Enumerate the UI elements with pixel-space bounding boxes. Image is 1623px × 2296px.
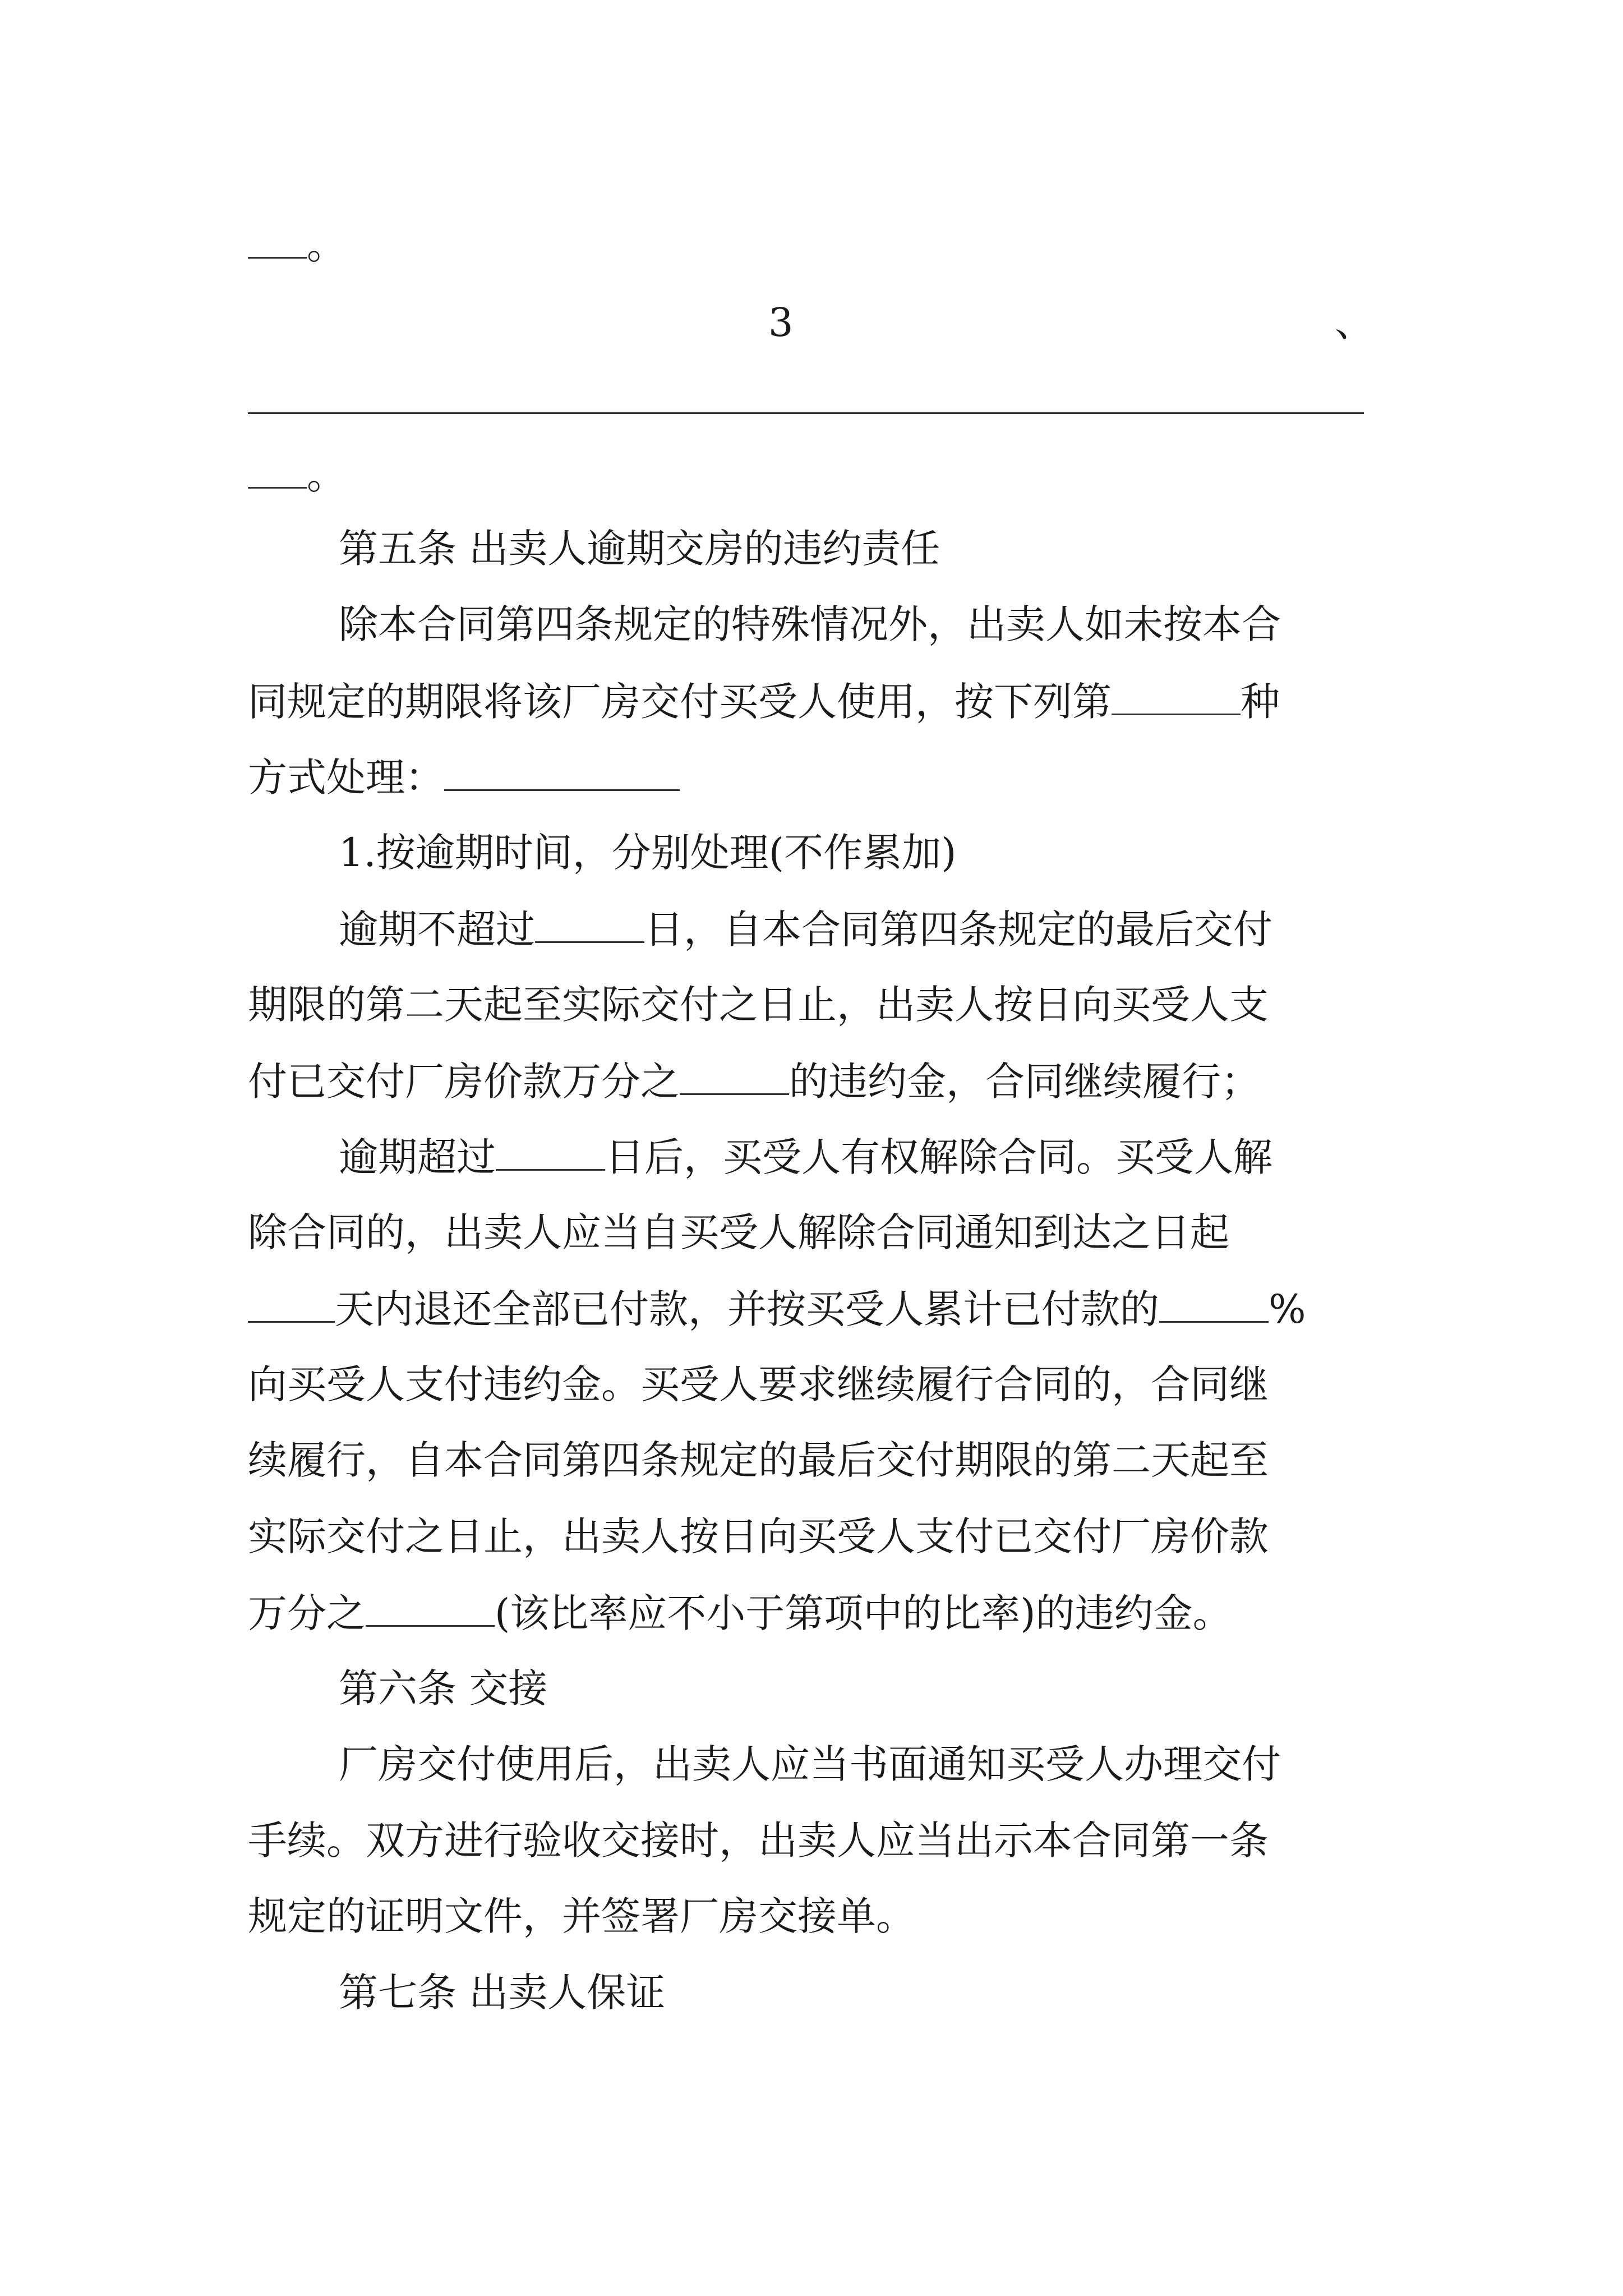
article-5-title: 第五条 出卖人逾期交房的违约责任 [339, 526, 940, 572]
end-mark: 。 [307, 452, 346, 498]
text-segment: 付已交付厂房价款万分之 [248, 1059, 680, 1105]
paragraph-line: 手续。双方进行验收交接时，出卖人应当出示本合同第一条 [248, 1818, 1269, 1864]
paragraph-line [248, 1286, 1306, 1332]
text-segment: (该比率应不小于第项中的比率)的违约金。 [495, 1590, 1232, 1636]
paragraph-line: 规定的证明文件，并签署厂房交接单。 [248, 1893, 915, 1939]
blank-field [1112, 681, 1241, 715]
blank-field [248, 454, 307, 489]
blank-field [535, 909, 644, 943]
paragraph-line: 除合同的，出卖人应当自买受人解除合同通知到达之日起 [248, 1209, 1229, 1255]
fragment-line-2 [248, 452, 346, 498]
text-segment: 万分之 [248, 1590, 366, 1636]
blank-field [444, 757, 680, 791]
fragment-line-1 [248, 222, 346, 268]
text-segment: 逾期超过 [339, 1134, 496, 1180]
paragraph-line: 除本合同第四条规定的特殊情况外，出卖人如未按本合 [339, 601, 1281, 647]
paragraph-line [339, 907, 1272, 953]
blank-field [366, 1593, 495, 1627]
paragraph-line: 期限的第二天起至实际交付之日止，出卖人按日向买受人支 [248, 982, 1269, 1028]
text-segment: 日后，买受人有权解除合同。买受人解 [605, 1134, 1272, 1180]
blank-rule [248, 412, 1364, 414]
text-segment: 方式处理： [248, 754, 444, 800]
paragraph-line [248, 679, 1280, 725]
blank-field [496, 1137, 605, 1171]
paragraph-line: 续履行，自本合同第四条规定的最后交付期限的第二天起至 [248, 1437, 1269, 1483]
text-segment: % [1269, 1286, 1306, 1332]
item-number: 3 [768, 300, 794, 346]
paragraph-line [248, 1059, 1260, 1105]
text-segment: 的违约金，合同继续履行； [789, 1059, 1260, 1105]
text-segment: 天内退还全部已付款，并按买受人累计已付款的 [335, 1286, 1159, 1332]
text-segment: 逾期不超过 [339, 907, 535, 953]
text-segment: 日，自本合同第四条规定的最后交付 [644, 907, 1272, 953]
paragraph-line: 向买受人支付违约金。买受人要求继续履行合同的，合同继 [248, 1361, 1269, 1407]
paragraph-line [248, 754, 680, 800]
item-1: 1.按逾期时间，分别处理(不作累加) [339, 830, 957, 876]
blank-field [248, 224, 307, 259]
item-separator: 、 [1335, 300, 1374, 346]
article-6-title: 第六条 交接 [339, 1665, 548, 1711]
paragraph-line [248, 1590, 1232, 1636]
paragraph-line: 厂房交付使用后，出卖人应当书面通知买受人办理交付 [339, 1741, 1281, 1787]
text-segment: 种 [1241, 679, 1280, 725]
blank-field [1159, 1289, 1269, 1323]
paragraph-line [339, 1134, 1272, 1180]
paragraph-line: 实际交付之日止，出卖人按日向买受人支付已交付厂房价款 [248, 1513, 1269, 1559]
blank-field [680, 1061, 789, 1095]
blank-field [248, 1289, 335, 1323]
end-mark: 。 [307, 222, 346, 268]
article-7-title: 第七条 出卖人保证 [339, 1970, 666, 2016]
text-segment: 同规定的期限将该厂房交付买受人使用，按下列第 [248, 679, 1112, 725]
